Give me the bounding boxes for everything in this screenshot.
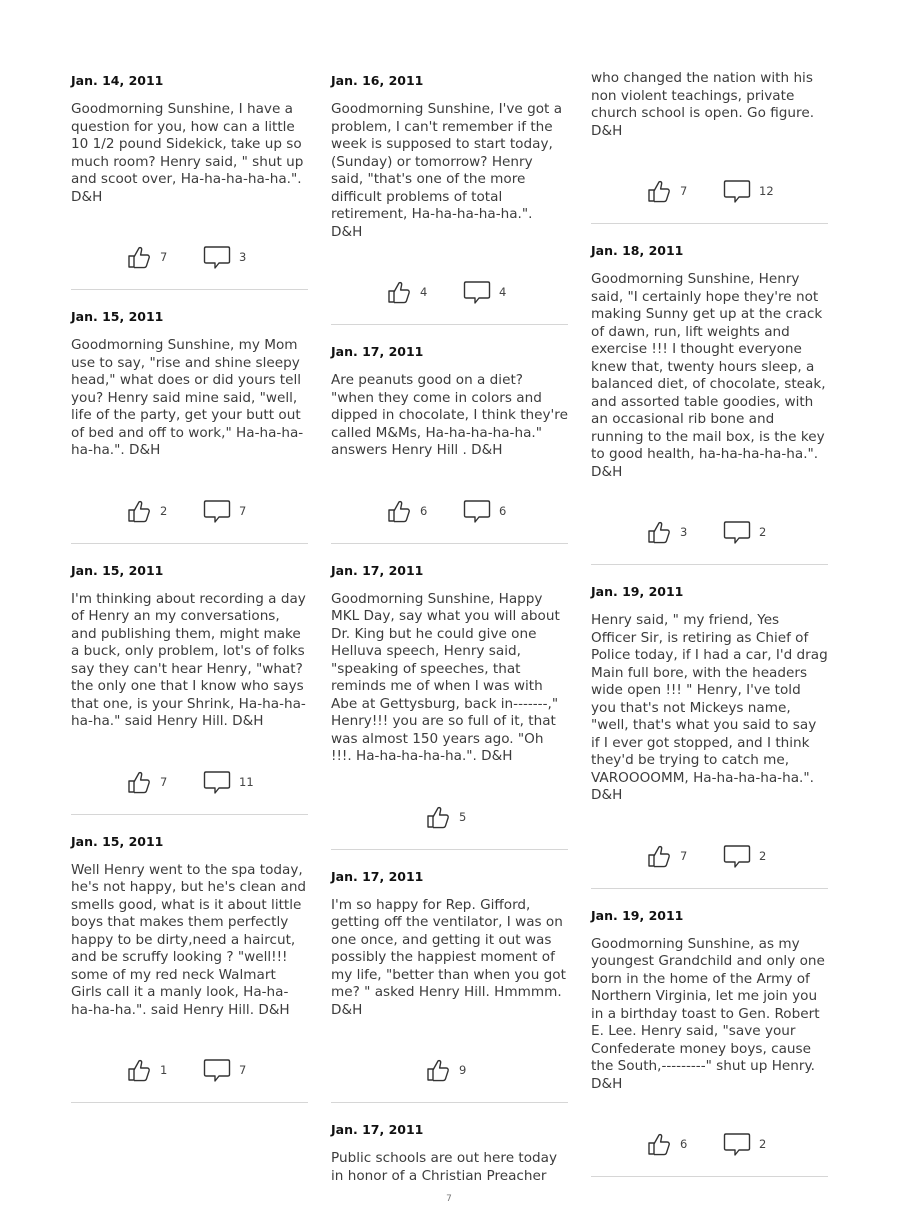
comment-button[interactable] <box>723 1129 766 1159</box>
post-text: Public schools are out here today in honor of a Christian Preacher <box>331 1150 558 1184</box>
divider <box>71 814 308 815</box>
post-text: Well Henry went to the spa today, he's not happy, but he's clean and smells good, what is it about little boys that makes them perfectly happy to be dirty,need a haircut, and be scruffy looking ? "well!!! some of my red neck Walmart Girls call it a manly look, Ha-ha-ha-ha-ha.". said Henry Hill. D&H <box>71 861 307 1018</box>
thumbs-up-icon <box>126 769 152 795</box>
post-date: Jan. 19, 2011 <box>591 584 684 599</box>
post-text: Goodmorning Sunshine, I've got a problem, I can't remember if the week is supposed to start today, (Sunday) or tomorrow? Henry said, "that's one of the more difficult problems of total retirement, Ha-ha-ha-ha-ha.". D&H <box>331 101 563 240</box>
post-entry <box>591 583 828 889</box>
like-count: 9 <box>459 1063 467 1077</box>
divider <box>71 1102 308 1103</box>
speech-bubble-icon <box>723 177 751 205</box>
post-date: Jan. 16, 2011 <box>331 73 424 88</box>
post-actions <box>71 242 308 272</box>
thumbs-up-icon <box>126 498 152 524</box>
comment-count: 2 <box>759 525 767 539</box>
divider <box>331 1102 568 1103</box>
thumbs-up-icon <box>425 804 451 830</box>
thumbs-up-icon <box>425 1057 451 1083</box>
post-text: Goodmorning Sunshine, as my youngest Grandchild and only one born in the home of the Army of Northern Virginia, let me join you in a birthday toast to Gen. Robert E. Lee. Henry said, "save your Confederate money boys, cause the South,---------" shut up Henry. D&H <box>591 935 825 1092</box>
post-date: Jan. 17, 2011 <box>331 868 424 884</box>
comment-count: 3 <box>239 250 247 264</box>
divider <box>591 223 828 224</box>
column-middle <box>331 72 568 1185</box>
comment-count: 7 <box>239 1063 247 1077</box>
speech-bubble-icon <box>203 1056 231 1084</box>
post-entry <box>331 1121 568 1185</box>
column-left <box>71 72 308 1121</box>
post-date: Jan. 15, 2011 <box>71 309 164 324</box>
thumbs-up-icon <box>646 843 672 869</box>
column-right <box>591 72 828 1195</box>
divider <box>331 543 568 544</box>
post-date: Jan. 17, 2011 <box>331 1122 424 1137</box>
comment-button[interactable] <box>723 841 766 871</box>
page-number: 7 <box>446 1194 452 1204</box>
comment-count: 6 <box>499 503 507 518</box>
like-button[interactable] <box>126 242 167 272</box>
post-date: Jan. 15, 2011 <box>71 833 164 849</box>
post-entry <box>331 868 568 1104</box>
like-button[interactable] <box>425 1055 466 1085</box>
speech-bubble-icon <box>203 768 231 796</box>
like-button[interactable] <box>126 496 167 526</box>
speech-bubble-icon <box>463 497 491 525</box>
speech-bubble-icon <box>203 243 231 271</box>
post-text: Goodmorning Sunshine, Happy MKL Day, say what you will about Dr. King but he could give one Helluva speech, Henry said, "speaking of speeches, that reminds me of when I was with Abe at Gettysburg, back in-------," Henry!!! you are so full of it, that was almost 150 years ago. "Oh !!!. Ha-ha-ha-ha-ha.". D&H <box>331 590 560 764</box>
post-actions <box>71 496 308 526</box>
thumbs-up-icon <box>386 498 412 524</box>
like-count: 1 <box>160 1063 168 1077</box>
thumbs-up-icon <box>646 1131 672 1157</box>
post-entry <box>331 72 568 325</box>
comment-count: 12 <box>759 184 774 198</box>
post-text: who changed the nation with his non violent teachings, private church school is open. Go figure. D&H <box>591 70 815 139</box>
comment-button[interactable] <box>463 277 506 307</box>
thumbs-up-icon <box>126 244 152 270</box>
post-entry <box>71 308 308 544</box>
comment-count: 2 <box>759 1137 767 1151</box>
divider <box>331 324 568 325</box>
thumbs-up-icon <box>646 178 672 204</box>
like-count: 6 <box>420 503 428 518</box>
comment-button[interactable] <box>203 1055 246 1085</box>
comment-count: 7 <box>239 503 247 518</box>
like-button[interactable] <box>646 517 687 547</box>
divider <box>331 849 568 850</box>
comment-button[interactable] <box>723 176 774 206</box>
speech-bubble-icon <box>203 497 231 525</box>
post-text: I'm so happy for Rep. Gifford, getting off the ventilator, I was on one once, and getting it out was possibly the happiest moment of my life, "better than when you got me? " asked Henry Hill. Hmmmm. D&H <box>331 896 566 1018</box>
post-text: Are peanuts good on a diet? "when they come in colors and dipped in chocolate, I think they're called M&Ms, Ha-ha-ha-ha-ha." answers Henry Hill . D&H <box>331 372 568 458</box>
like-button[interactable] <box>646 841 687 871</box>
post-actions <box>331 1055 568 1085</box>
thumbs-up-icon <box>646 519 672 545</box>
like-button[interactable] <box>386 277 427 307</box>
post-date: Jan. 19, 2011 <box>591 907 684 923</box>
like-button[interactable] <box>126 767 167 797</box>
like-button[interactable] <box>126 1055 167 1085</box>
like-count: 7 <box>680 184 688 198</box>
comment-button[interactable] <box>723 517 766 547</box>
comment-button[interactable] <box>203 767 254 797</box>
post-actions <box>591 1129 828 1159</box>
thumbs-up-icon <box>126 1057 152 1083</box>
post-entry <box>331 562 568 850</box>
thumbs-up-icon <box>386 279 412 305</box>
post-date: Jan. 17, 2011 <box>331 344 424 359</box>
like-button[interactable] <box>646 176 687 206</box>
divider <box>591 1176 828 1177</box>
post-actions <box>71 767 308 797</box>
comment-count: 4 <box>499 285 507 299</box>
post-actions <box>331 802 568 832</box>
post-entry <box>591 242 828 565</box>
post-actions <box>331 496 568 526</box>
comment-count: 2 <box>759 848 767 863</box>
like-count: 5 <box>459 809 467 824</box>
post-actions <box>331 277 568 307</box>
divider <box>591 888 828 889</box>
post-entry <box>331 343 568 544</box>
speech-bubble-icon <box>723 1130 751 1158</box>
like-button[interactable] <box>386 496 427 526</box>
post-text: Goodmorning Sunshine, Henry said, "I certainly hope they're not making Sunny get up at the crack of dawn, run, lift weights and exercise !!! I thought everyone knew that, twenty hours sleep, a balanced diet, of chocolate, steak, and assorted table goodies, with an occasional rib bone and running to the mail box, is the key to good health, ha-ha-ha-ha-ha.". D&H <box>591 271 826 480</box>
like-count: 3 <box>680 525 688 539</box>
post-entry <box>591 907 828 1178</box>
post-date: Jan. 18, 2011 <box>591 243 684 258</box>
comment-button[interactable] <box>203 242 246 272</box>
post-actions <box>591 841 828 871</box>
divider <box>71 543 308 544</box>
post-date: Jan. 14, 2011 <box>71 73 164 88</box>
like-count: 2 <box>160 503 168 518</box>
divider <box>591 564 828 565</box>
like-count: 7 <box>160 774 168 789</box>
like-button[interactable] <box>425 802 466 832</box>
comment-button[interactable] <box>463 496 506 526</box>
post-date: Jan. 15, 2011 <box>71 562 164 578</box>
like-count: 4 <box>420 285 428 299</box>
speech-bubble-icon <box>463 278 491 306</box>
comment-button[interactable] <box>203 496 246 526</box>
divider <box>71 289 308 290</box>
speech-bubble-icon <box>723 842 751 870</box>
like-count: 7 <box>680 848 688 863</box>
like-count: 7 <box>160 250 168 264</box>
post-date: Jan. 17, 2011 <box>331 562 424 578</box>
post-text: Henry said, " my friend, Yes Officer Sir, is retiring as Chief of Police today, if I had a car, I'd drag Main full bore, with the headers wide open !!! " Henry, I've told you that's not Mickeys name, "well, that's what you said to say if I ever got stopped, and I think they'd be trying to catch me, VAROOOOMM, Ha-ha-ha-ha-ha.". D&H <box>591 612 828 803</box>
speech-bubble-icon <box>723 518 751 546</box>
like-count: 6 <box>680 1137 688 1151</box>
post-entry <box>71 833 308 1104</box>
post-actions <box>591 517 828 547</box>
post-actions <box>591 176 828 206</box>
comment-count: 11 <box>239 774 254 789</box>
post-entry <box>71 562 308 815</box>
post-entry <box>591 70 828 224</box>
post-text: Goodmorning Sunshine, my Mom use to say, "rise and shine sleepy head," what does or did yours tell you? Henry said mine said, "well, life of the party, get your butt out of bed and off to work," Ha-ha-ha-ha-ha.". D&H <box>71 337 304 458</box>
post-entry <box>71 72 308 290</box>
post-text: I'm thinking about recording a day of Henry an my conversations, and publishing them, might make a buck, only problem, lot's of folks say they can't hear Henry, "what? the only one that I know who says that one, is your Shrink, Ha-ha-ha-ha-ha." said Henry Hill. D&H <box>71 590 306 729</box>
like-button[interactable] <box>646 1129 687 1159</box>
post-text: Goodmorning Sunshine, I have a question for you, how can a little 10 1/2 pound Sidekick, take up so much room? Henry said, " shut up and scoot over, Ha-ha-ha-ha-ha.". D&H <box>71 101 304 205</box>
post-actions <box>71 1055 308 1085</box>
